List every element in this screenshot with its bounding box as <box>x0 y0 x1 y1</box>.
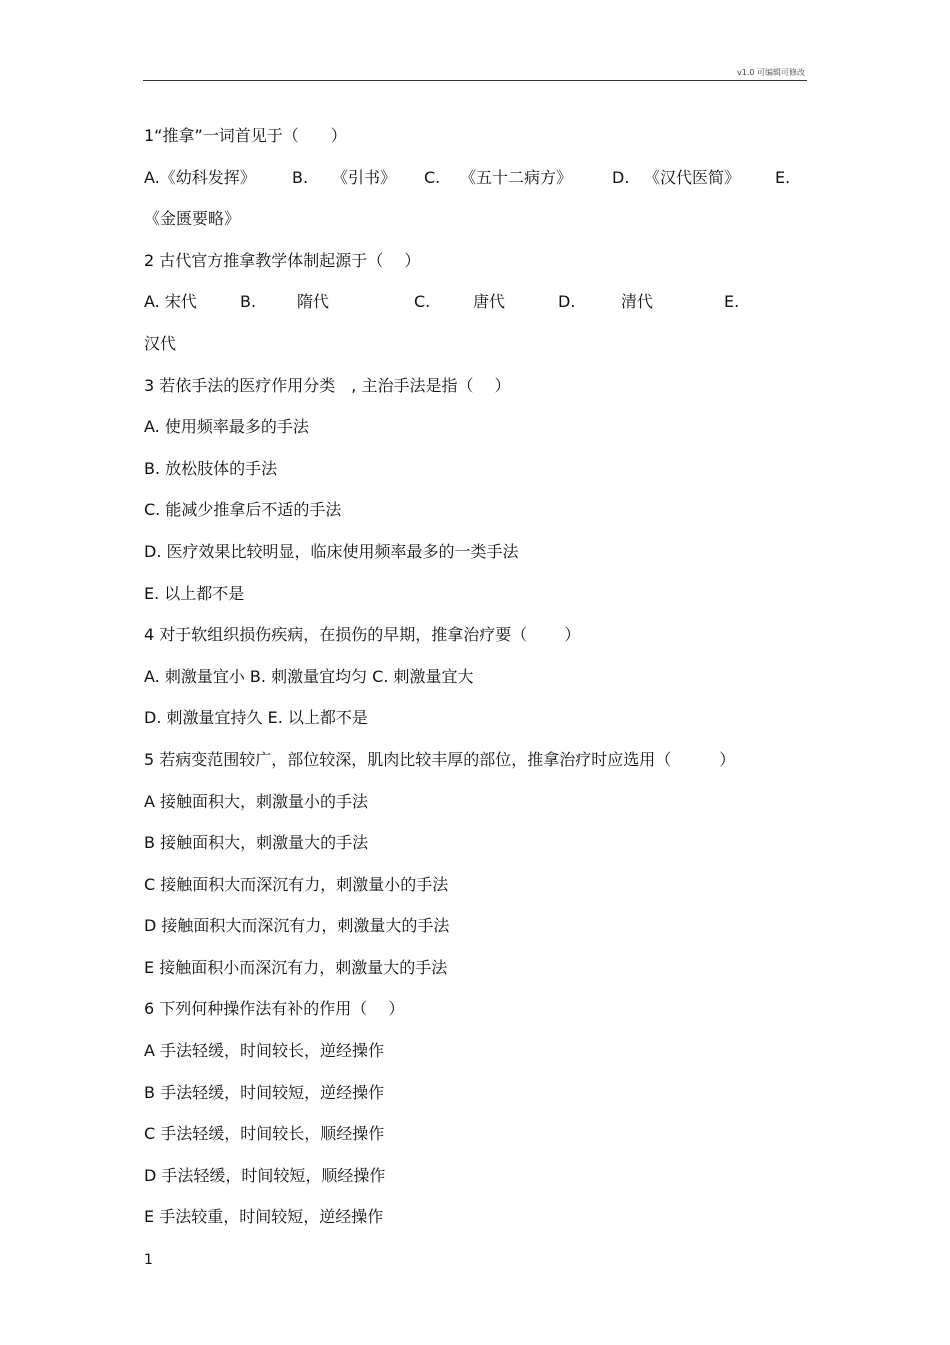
option-b: B. 放松肢体的手法 <box>144 458 278 478</box>
option-e: E 手法较重，时间较短，逆经操作 <box>144 1207 384 1227</box>
question-5: 5 若病变范围较广，部位较深，肌肉比较丰厚的部位，推拿治疗时应选用（ ） <box>144 749 736 769</box>
option-b-label: B. <box>240 292 257 312</box>
question-1-options <box>144 162 814 204</box>
header-rule <box>143 80 807 81</box>
question-4-options-1: A. 刺激量宜小 B. 刺激量宜均匀 C. 刺激量宜大 <box>144 666 474 686</box>
option-b: 隋代 <box>297 292 330 312</box>
option-c: C 手法轻缓，时间较长，顺经操作 <box>144 1124 385 1144</box>
question-2: 2 古代官方推拿教学体制起源于（ ） <box>144 250 421 270</box>
option-d-label: D. <box>558 292 576 312</box>
option-c-label: C. <box>414 292 431 312</box>
option-b: B 接触面积大，刺激量大的手法 <box>144 833 369 853</box>
option-e: 汉代 <box>144 333 177 353</box>
question-6: 6 下列何种操作法有补的作用（ ） <box>144 999 405 1019</box>
option-e-label: E. <box>724 292 740 312</box>
option-c: 唐代 <box>473 292 506 312</box>
option-e: E. 以上都不是 <box>144 583 245 603</box>
option-a: A.《幼科发挥》 <box>144 167 256 187</box>
option-a: A. 使用频率最多的手法 <box>144 417 309 437</box>
option-e: 《金匮要略》 <box>144 209 241 229</box>
option-d: D 接触面积大而深沉有力，刺激量大的手法 <box>144 916 450 936</box>
page-number: 1 <box>144 1252 153 1268</box>
header-text: v1.0 可编辑可修改 <box>737 68 805 77</box>
option-a: A 接触面积大，刺激量小的手法 <box>144 791 369 811</box>
document-body <box>144 120 814 1243</box>
question-3: 3 若依手法的医疗作用分类 , 主治手法是指（ ） <box>144 375 511 395</box>
question-4: 4 对于软组织损伤疾病，在损伤的早期，推拿治疗要（ ） <box>144 625 581 645</box>
option-c: C 接触面积大而深沉有力，刺激量小的手法 <box>144 874 449 894</box>
option-b: B 手法轻缓，时间较短，逆经操作 <box>144 1082 385 1102</box>
option-d: D 手法轻缓，时间较短，顺经操作 <box>144 1165 386 1185</box>
option-d: D. 医疗效果比较明显，临床使用频率最多的一类手法 <box>144 541 519 561</box>
option-d-label: D. <box>612 167 630 187</box>
option-c-label: C. <box>424 167 441 187</box>
option-a: A 手法轻缓，时间较长，逆经操作 <box>144 1041 385 1061</box>
option-c: C. 能减少推拿后不适的手法 <box>144 500 342 520</box>
option-b-label: B. <box>292 167 309 187</box>
option-e: E 接触面积小而深沉有力，刺激量大的手法 <box>144 957 448 977</box>
option-e-label: E. <box>775 167 791 187</box>
option-b: 《引书》 <box>332 167 397 187</box>
question-2-options <box>144 286 814 328</box>
option-d: 《汉代医简》 <box>644 167 741 187</box>
option-c: 《五十二病方》 <box>460 167 573 187</box>
question-4-options-2: D. 刺激量宜持久 E. 以上都不是 <box>144 708 368 728</box>
option-a: A. 宋代 <box>144 292 197 312</box>
option-d: 清代 <box>621 292 654 312</box>
question-1: 1“推拿”一词首见于（ ） <box>144 126 347 145</box>
